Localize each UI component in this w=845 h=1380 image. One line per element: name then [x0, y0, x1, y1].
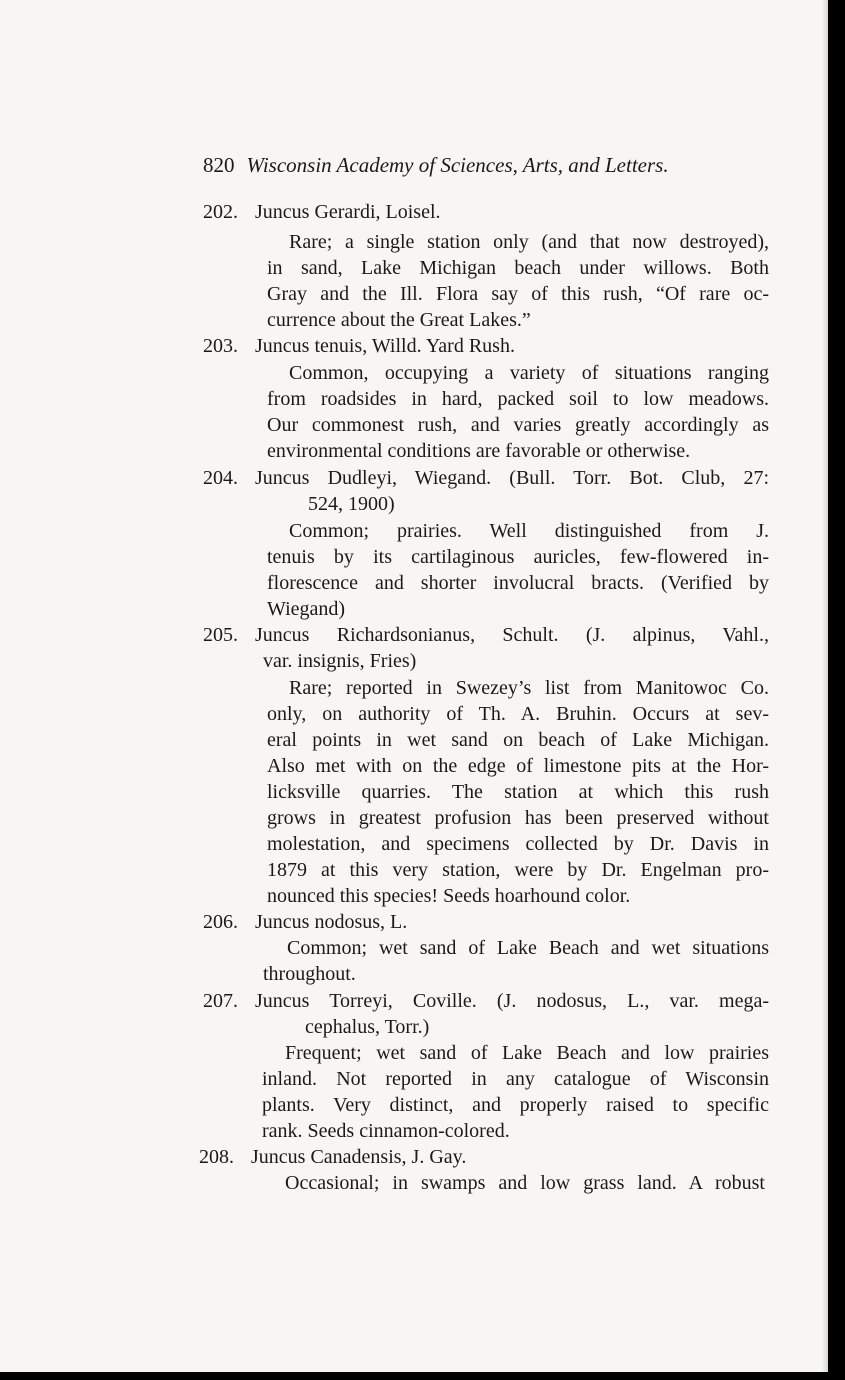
entry-text-line: Also met with on the edge of limestone pits at the Hor-: [267, 755, 769, 777]
entry-number: 205.: [203, 624, 238, 646]
entry-text-line: throughout.: [263, 963, 356, 985]
entry-number: 202.: [203, 201, 238, 223]
journal-title: Wisconsin Academy of Sciences, Arts, and Letters.: [246, 153, 669, 177]
entry-text-line: Common; prairies. Well distinguished from J.: [289, 520, 769, 542]
entry-text-line: florescence and shorter involucral bracts. (Verified by: [267, 572, 769, 594]
entry-text-line: in sand, Lake Michigan beach under willows. Both: [267, 257, 769, 279]
entry-heading-207: [203, 988, 769, 1014]
entry-text-line: Rare; a single station only (and that now destroyed),: [289, 231, 769, 253]
entry-heading-204: [203, 465, 769, 491]
entry-text-line: Common, occupying a variety of situations ranging: [289, 362, 769, 384]
entry-text-line: from roadsides in hard, packed soil to low meadows.: [267, 388, 769, 410]
species-name: Juncus nodosus, L.: [255, 911, 408, 933]
entry-heading-206: [203, 909, 407, 935]
entry-number: 208.: [199, 1146, 234, 1168]
entry-text-line: tenuis by its cartilaginous auricles, few-flowered in-: [267, 546, 769, 568]
entry-text-line: Occasional; in swamps and low grass land. A robust: [285, 1172, 765, 1194]
entry-text-line: Frequent; wet sand of Lake Beach and low prairies: [285, 1042, 769, 1064]
entry-text-line: inland. Not reported in any catalogue of Wisconsin: [262, 1068, 769, 1090]
running-head: [203, 153, 718, 178]
entry-text-line: nounced this species! Seeds hoarhound color.: [267, 885, 631, 907]
species-name: Juncus tenuis, Willd. Yard Rush.: [255, 335, 515, 357]
entry-text-line: grows in greatest profusion has been preserved without: [267, 807, 769, 829]
entry-text-line: currence about the Great Lakes.”: [267, 309, 531, 331]
entry-text-line: Gray and the Ill. Flora say of this rush, “Of rare oc-: [267, 283, 769, 305]
entry-heading-continuation: var. insignis, Fries): [263, 650, 417, 672]
entry-number: 203.: [203, 335, 238, 357]
entry-text-line: rank. Seeds cinnamon-colored.: [262, 1120, 510, 1142]
entry-text-line: Common; wet sand of Lake Beach and wet situations: [287, 937, 769, 959]
species-name: Juncus Canadensis, J. Gay.: [251, 1146, 467, 1168]
species-name: Juncus Richardsonianus, Schult. (J. alpinus, Vahl.,: [255, 624, 769, 646]
entry-text-line: only, on authority of Th. A. Bruhin. Occurs at sev-: [267, 703, 769, 725]
page-number: 820: [203, 153, 235, 177]
page-edge-shadow: [822, 0, 828, 1372]
entry-text-line: environmental conditions are favorable or otherwise.: [267, 440, 691, 462]
species-name: Juncus Torreyi, Coville. (J. nodosus, L., var. mega-: [255, 990, 769, 1012]
entry-heading-205: [203, 622, 769, 648]
entry-text-line: licksville quarries. The station at which this rush: [267, 781, 769, 803]
entry-heading-208: [199, 1144, 466, 1170]
entry-number: 207.: [203, 990, 238, 1012]
entry-text-line: Wiegand): [267, 598, 346, 620]
entry-text-line: plants. Very distinct, and properly raised to specific: [262, 1094, 769, 1116]
entry-heading-continuation: 524, 1900): [308, 493, 395, 515]
entry-text-line: eral points in wet sand on beach of Lake Michigan.: [267, 729, 769, 751]
species-name: Juncus Dudleyi, Wiegand. (Bull. Torr. Bot. Club, 27:: [255, 467, 769, 489]
entry-text-line: Our commonest rush, and varies greatly accordingly as: [267, 414, 769, 436]
entry-text-line: molestation, and specimens collected by Dr. Davis in: [267, 833, 769, 855]
entry-text-line: Rare; reported in Swezey’s list from Manitowoc Co.: [289, 677, 769, 699]
species-name: Juncus Gerardi, Loisel.: [255, 201, 441, 223]
entry-text-line: 1879 at this very station, were by Dr. Engelman pro-: [267, 859, 769, 881]
entry-heading-continuation: cephalus, Torr.): [305, 1016, 430, 1038]
entry-number: 206.: [203, 911, 238, 933]
entry-heading-202: [203, 199, 441, 225]
entry-number: 204.: [203, 467, 238, 489]
entry-heading-203: [203, 333, 515, 359]
